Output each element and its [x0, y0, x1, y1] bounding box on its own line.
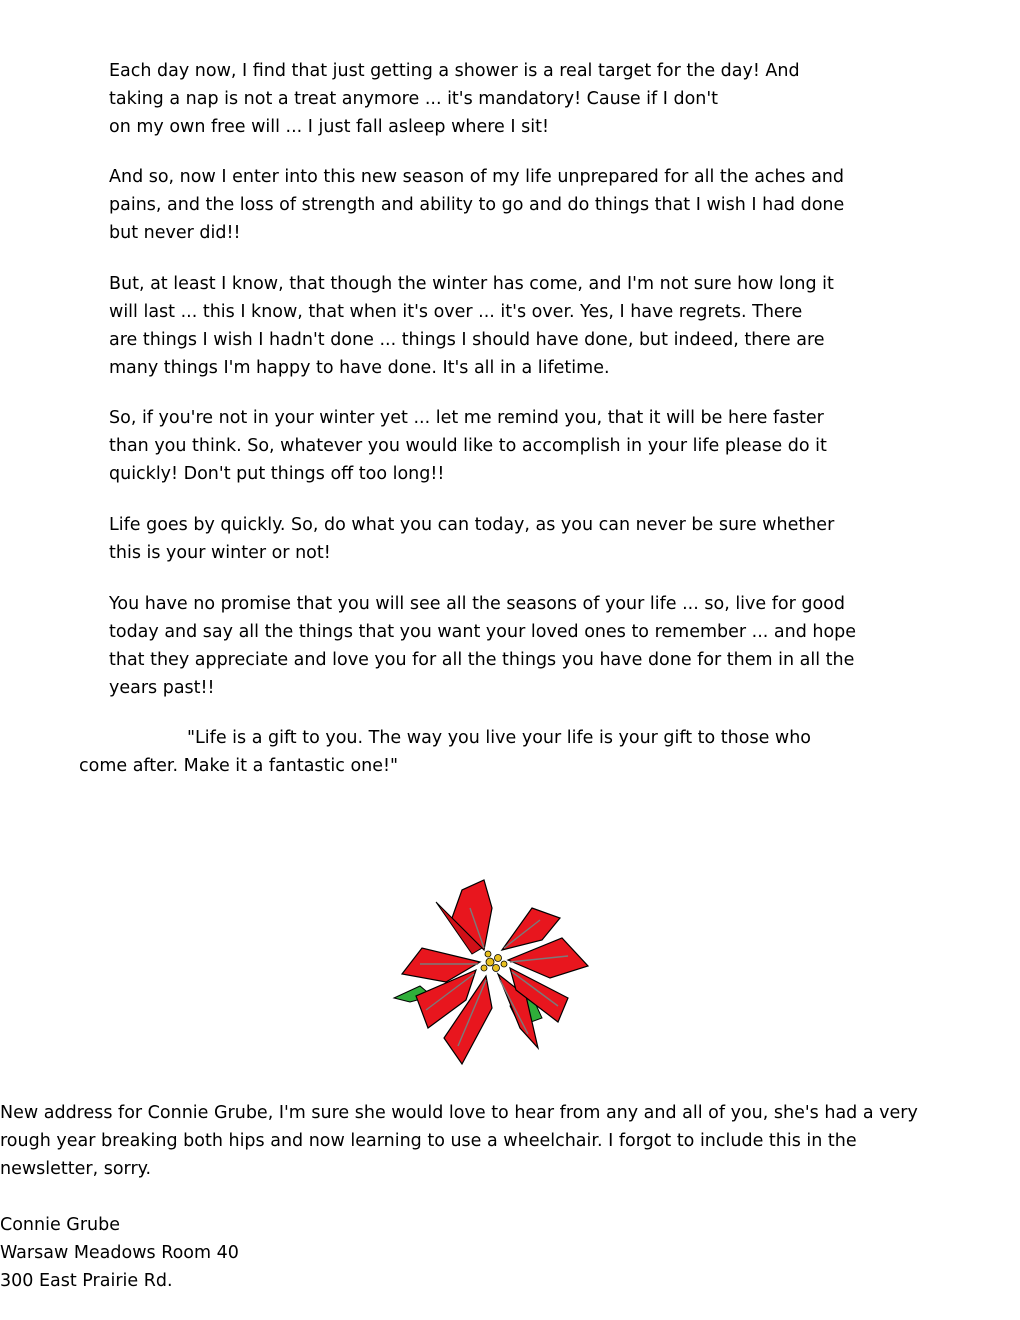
note-line: New address for Connie Grube, I'm sure she would love to hear from any and all of you, she's had a very [0, 1103, 918, 1123]
address-line-1: Warsaw Meadows Room 40 [0, 1243, 239, 1263]
paragraph-line: but never did!! [109, 223, 241, 243]
poinsettia-icon [392, 878, 592, 1070]
paragraph-line: that they appreciate and love you for all the things you have done for them in all the [109, 650, 855, 670]
paragraph-line: on my own free will ... I just fall asleep where I sit! [109, 117, 549, 137]
paragraph-line: taking a nap is not a treat anymore ... it's mandatory! Cause if I don't [109, 89, 719, 109]
paragraph-4 [109, 404, 909, 488]
paragraph-line: will last ... this I know, that when it's over ... it's over. Yes, I have regrets. There [109, 302, 803, 322]
paragraph-line: many things I'm happy to have done. It's all in a lifetime. [109, 358, 610, 378]
address-name: Connie Grube [0, 1215, 121, 1235]
paragraph-3 [109, 270, 909, 382]
paragraph-line: this is your winter or not! [109, 543, 331, 563]
paragraph-line: quickly! Don't put things off too long!! [109, 464, 445, 484]
paragraph-line: are things I wish I hadn't done ... things I should have done, but indeed, there are [109, 330, 825, 350]
mailing-address [0, 1211, 239, 1295]
closing-quote [79, 724, 899, 780]
address-line-2: 300 East Prairie Rd. [0, 1271, 173, 1291]
paragraph-line: pains, and the loss of strength and ability to go and do things that I wish I had done [109, 195, 845, 215]
paragraph-line: years past!! [109, 678, 215, 698]
paragraph-6 [109, 590, 909, 702]
paragraph-1 [109, 57, 909, 141]
paragraph-5 [109, 511, 909, 567]
note-line: newsletter, sorry. [0, 1159, 152, 1179]
quote-line: "Life is a gift to you. The way you live your life is your gift to those who [187, 728, 812, 748]
paragraph-line: today and say all the things that you want your loved ones to remember ... and hope [109, 622, 857, 642]
paragraph-line: than you think. So, whatever you would like to accomplish in your life please do it [109, 436, 827, 456]
address-note [0, 1099, 1010, 1183]
note-line: rough year breaking both hips and now learning to use a wheelchair. I forgot to include this in the [0, 1131, 857, 1151]
paragraph-line: And so, now I enter into this new season of my life unprepared for all the aches and [109, 167, 845, 187]
paragraph-2 [109, 163, 909, 247]
paragraph-line: But, at least I know, that though the winter has come, and I'm not sure how long it [109, 274, 834, 294]
paragraph-line: You have no promise that you will see all the seasons of your life ... so, live for good [109, 594, 845, 614]
paragraph-line: So, if you're not in your winter yet ... let me remind you, that it will be here faster [109, 408, 824, 428]
quote-line: come after. Make it a fantastic one!" [79, 756, 399, 776]
paragraph-line: Each day now, I find that just getting a shower is a real target for the day! And [109, 61, 800, 81]
paragraph-line: Life goes by quickly. So, do what you can today, as you can never be sure whether [109, 515, 835, 535]
